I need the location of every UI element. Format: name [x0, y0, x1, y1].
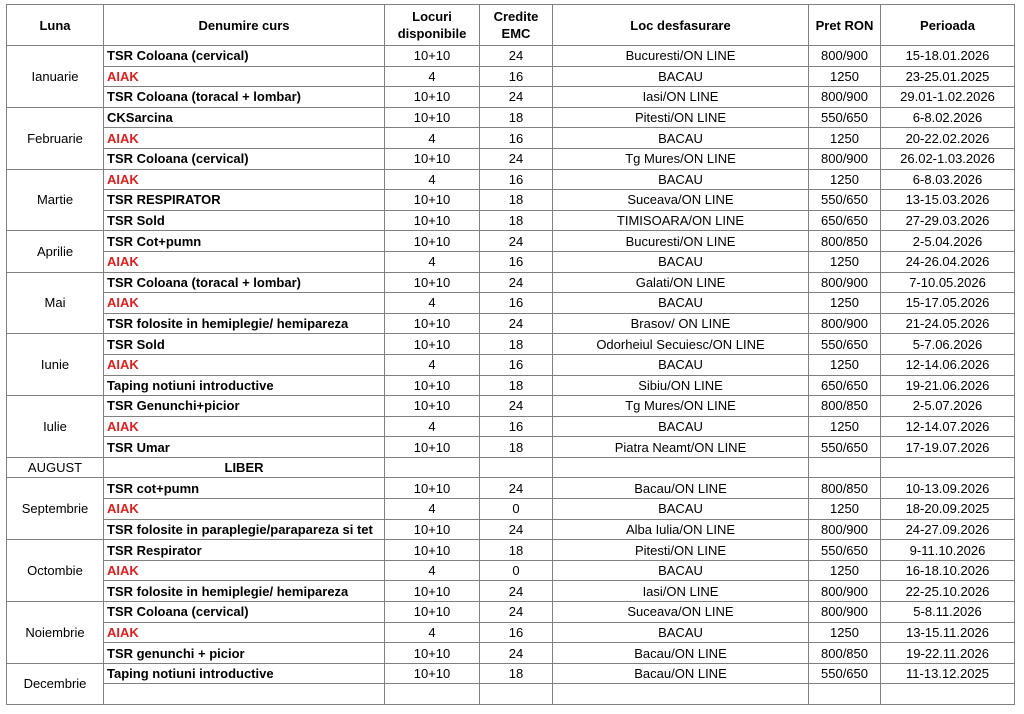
credite-cell: 18 — [480, 334, 553, 355]
location-cell: BACAU — [553, 499, 809, 520]
table-row — [7, 560, 1015, 581]
period-cell: 2-5.07.2026 — [881, 396, 1015, 417]
location-cell: Galati/ON LINE — [553, 272, 809, 293]
period-cell: 2-5.04.2026 — [881, 231, 1015, 252]
locuri-cell — [385, 684, 480, 705]
period-cell: 18-20.09.2025 — [881, 499, 1015, 520]
period-cell: 20-22.02.2026 — [881, 128, 1015, 149]
locuri-cell: 10+10 — [385, 231, 480, 252]
period-cell: 15-18.01.2026 — [881, 46, 1015, 67]
month-cell: Mai — [7, 272, 104, 334]
locuri-cell: 4 — [385, 293, 480, 314]
price-cell: 1250 — [809, 251, 881, 272]
price-cell: 1250 — [809, 416, 881, 437]
location-cell: Piatra Neamt/ON LINE — [553, 437, 809, 458]
table-row — [7, 334, 1015, 355]
header-perioada: Perioada — [881, 5, 1015, 46]
credite-cell: 0 — [480, 499, 553, 520]
price-cell: 1250 — [809, 128, 881, 149]
month-cell: Octombie — [7, 540, 104, 602]
table-row — [7, 354, 1015, 375]
price-cell: 650/650 — [809, 210, 881, 231]
price-cell: 550/650 — [809, 540, 881, 561]
period-cell: 5-8.11.2026 — [881, 602, 1015, 623]
location-cell: Suceava/ON LINE — [553, 602, 809, 623]
locuri-cell: 4 — [385, 66, 480, 87]
course-name-cell: AIAK — [104, 251, 385, 272]
period-cell: 17-19.07.2026 — [881, 437, 1015, 458]
credite-cell: 16 — [480, 169, 553, 190]
credite-cell — [480, 684, 553, 705]
table-row — [7, 46, 1015, 67]
period-cell: 13-15.11.2026 — [881, 622, 1015, 643]
location-cell: Bucuresti/ON LINE — [553, 231, 809, 252]
header-pret: Pret RON — [809, 5, 881, 46]
table-row — [7, 478, 1015, 499]
month-cell: Septembrie — [7, 478, 104, 540]
location-cell: BACAU — [553, 622, 809, 643]
locuri-cell: 10+10 — [385, 643, 480, 664]
credite-cell: 24 — [480, 272, 553, 293]
credite-cell: 16 — [480, 251, 553, 272]
location-cell: Brasov/ ON LINE — [553, 313, 809, 334]
locuri-cell: 4 — [385, 499, 480, 520]
course-name-cell: TSR Coloana (toracal + lombar) — [104, 272, 385, 293]
period-cell: 16-18.10.2026 — [881, 560, 1015, 581]
course-name-cell: TSR Genunchi+picior — [104, 396, 385, 417]
table-row — [7, 684, 1015, 705]
credite-cell: 16 — [480, 416, 553, 437]
course-name-cell: TSR folosite in hemiplegie/ hemipareza — [104, 313, 385, 334]
course-name-cell: TSR genunchi + picior — [104, 643, 385, 664]
table-row — [7, 519, 1015, 540]
course-name-cell: TSR RESPIRATOR — [104, 190, 385, 211]
credite-cell: 18 — [480, 107, 553, 128]
course-name-cell: AIAK — [104, 499, 385, 520]
header-loc: Loc desfasurare — [553, 5, 809, 46]
location-cell: Alba Iulia/ON LINE — [553, 519, 809, 540]
price-cell: 1250 — [809, 354, 881, 375]
period-cell — [881, 684, 1015, 705]
locuri-cell: 10+10 — [385, 581, 480, 602]
course-name-cell: TSR Coloana (cervical) — [104, 148, 385, 169]
locuri-cell: 10+10 — [385, 478, 480, 499]
credite-cell: 16 — [480, 66, 553, 87]
table-row — [7, 602, 1015, 623]
locuri-cell: 10+10 — [385, 437, 480, 458]
period-cell: 11-13.12.2025 — [881, 663, 1015, 684]
course-name-cell: TSR Respirator — [104, 540, 385, 561]
period-cell: 26.02-1.03.2026 — [881, 148, 1015, 169]
period-cell: 29.01-1.02.2026 — [881, 87, 1015, 108]
course-name-cell: TSR Coloana (cervical) — [104, 46, 385, 67]
price-cell: 550/650 — [809, 334, 881, 355]
price-cell: 1250 — [809, 622, 881, 643]
table-row — [7, 293, 1015, 314]
credite-cell: 18 — [480, 210, 553, 231]
course-name-cell — [104, 684, 385, 705]
period-cell: 24-26.04.2026 — [881, 251, 1015, 272]
location-cell — [553, 457, 809, 478]
location-cell: Bacau/ON LINE — [553, 478, 809, 499]
month-cell: Februarie — [7, 107, 104, 169]
location-cell: Bucuresti/ON LINE — [553, 46, 809, 67]
price-cell: 650/650 — [809, 375, 881, 396]
locuri-cell: 10+10 — [385, 313, 480, 334]
course-name-cell: AIAK — [104, 622, 385, 643]
month-cell: Decembrie — [7, 663, 104, 704]
credite-cell — [480, 457, 553, 478]
credite-cell: 16 — [480, 354, 553, 375]
location-cell: BACAU — [553, 169, 809, 190]
credite-cell: 16 — [480, 128, 553, 149]
month-cell: Aprilie — [7, 231, 104, 272]
table-row — [7, 375, 1015, 396]
locuri-cell: 10+10 — [385, 396, 480, 417]
month-cell: Iunie — [7, 334, 104, 396]
locuri-cell: 10+10 — [385, 540, 480, 561]
header-credite: Credite EMC — [480, 5, 553, 46]
location-cell: BACAU — [553, 128, 809, 149]
month-cell: AUGUST — [7, 457, 104, 478]
locuri-cell: 10+10 — [385, 602, 480, 623]
location-cell: Sibiu/ON LINE — [553, 375, 809, 396]
location-cell: BACAU — [553, 251, 809, 272]
table-row — [7, 210, 1015, 231]
course-name-cell: AIAK — [104, 354, 385, 375]
location-cell: Tg Mures/ON LINE — [553, 148, 809, 169]
location-cell: Bacau/ON LINE — [553, 643, 809, 664]
locuri-cell: 10+10 — [385, 87, 480, 108]
course-name-cell: TSR Sold — [104, 210, 385, 231]
header-locuri: Locuri disponibile — [385, 5, 480, 46]
price-cell: 1250 — [809, 560, 881, 581]
period-cell: 5-7.06.2026 — [881, 334, 1015, 355]
course-name-cell: TSR Sold — [104, 334, 385, 355]
price-cell: 1250 — [809, 293, 881, 314]
table-row — [7, 437, 1015, 458]
location-cell: Odorheiul Secuiesc/ON LINE — [553, 334, 809, 355]
header-denumire: Denumire curs — [104, 5, 385, 46]
course-name-cell: AIAK — [104, 169, 385, 190]
period-cell: 19-21.06.2026 — [881, 375, 1015, 396]
location-cell: Iasi/ON LINE — [553, 87, 809, 108]
credite-cell: 24 — [480, 46, 553, 67]
table-row — [7, 581, 1015, 602]
price-cell — [809, 457, 881, 478]
course-name-cell: Taping notiuni introductive — [104, 375, 385, 396]
location-cell: TIMISOARA/ON LINE — [553, 210, 809, 231]
credite-cell: 24 — [480, 231, 553, 252]
price-cell: 800/850 — [809, 643, 881, 664]
location-cell: Pitesti/ON LINE — [553, 107, 809, 128]
credite-cell: 18 — [480, 437, 553, 458]
course-name-cell: LIBER — [104, 457, 385, 478]
location-cell: BACAU — [553, 560, 809, 581]
period-cell: 13-15.03.2026 — [881, 190, 1015, 211]
course-name-cell: TSR folosite in hemiplegie/ hemipareza — [104, 581, 385, 602]
course-name-cell: AIAK — [104, 293, 385, 314]
table-row — [7, 66, 1015, 87]
price-cell: 800/850 — [809, 231, 881, 252]
credite-cell: 16 — [480, 293, 553, 314]
location-cell: BACAU — [553, 66, 809, 87]
locuri-cell — [385, 457, 480, 478]
table-row — [7, 643, 1015, 664]
credite-cell: 24 — [480, 602, 553, 623]
credite-cell: 24 — [480, 478, 553, 499]
locuri-cell: 4 — [385, 354, 480, 375]
course-name-cell: TSR Umar — [104, 437, 385, 458]
credite-cell: 24 — [480, 643, 553, 664]
credite-cell: 24 — [480, 519, 553, 540]
period-cell: 27-29.03.2026 — [881, 210, 1015, 231]
locuri-cell: 4 — [385, 128, 480, 149]
credite-cell: 18 — [480, 190, 553, 211]
price-cell: 1250 — [809, 169, 881, 190]
period-cell: 22-25.10.2026 — [881, 581, 1015, 602]
locuri-cell: 4 — [385, 169, 480, 190]
table-row — [7, 128, 1015, 149]
credite-cell: 18 — [480, 540, 553, 561]
period-cell: 6-8.03.2026 — [881, 169, 1015, 190]
period-cell: 10-13.09.2026 — [881, 478, 1015, 499]
month-cell: Ianuarie — [7, 46, 104, 108]
location-cell — [553, 684, 809, 705]
price-cell: 800/900 — [809, 46, 881, 67]
locuri-cell: 10+10 — [385, 272, 480, 293]
locuri-cell: 10+10 — [385, 46, 480, 67]
period-cell: 23-25.01.2025 — [881, 66, 1015, 87]
period-cell: 9-11.10.2026 — [881, 540, 1015, 561]
course-name-cell: TSR Coloana (cervical) — [104, 602, 385, 623]
price-cell: 550/650 — [809, 190, 881, 211]
price-cell: 800/900 — [809, 602, 881, 623]
period-cell — [881, 457, 1015, 478]
period-cell: 15-17.05.2026 — [881, 293, 1015, 314]
location-cell: Pitesti/ON LINE — [553, 540, 809, 561]
table-row — [7, 272, 1015, 293]
locuri-cell: 4 — [385, 622, 480, 643]
credite-cell: 24 — [480, 396, 553, 417]
table-row — [7, 231, 1015, 252]
period-cell: 24-27.09.2026 — [881, 519, 1015, 540]
course-name-cell: AIAK — [104, 560, 385, 581]
course-name-cell: AIAK — [104, 66, 385, 87]
table-row — [7, 416, 1015, 437]
course-schedule-table — [6, 4, 1015, 705]
location-cell: Bacau/ON LINE — [553, 663, 809, 684]
table-row — [7, 540, 1015, 561]
price-cell: 550/650 — [809, 107, 881, 128]
locuri-cell: 10+10 — [385, 190, 480, 211]
month-cell: Noiembrie — [7, 602, 104, 664]
credite-cell: 24 — [480, 148, 553, 169]
credite-cell: 18 — [480, 375, 553, 396]
period-cell: 6-8.02.2026 — [881, 107, 1015, 128]
course-name-cell: TSR Cot+pumn — [104, 231, 385, 252]
locuri-cell: 10+10 — [385, 107, 480, 128]
location-cell: Tg Mures/ON LINE — [553, 396, 809, 417]
period-cell: 12-14.07.2026 — [881, 416, 1015, 437]
location-cell: BACAU — [553, 293, 809, 314]
table-row — [7, 622, 1015, 643]
locuri-cell: 10+10 — [385, 519, 480, 540]
table-row — [7, 663, 1015, 684]
location-cell: BACAU — [553, 354, 809, 375]
period-cell: 12-14.06.2026 — [881, 354, 1015, 375]
header-luna: Luna — [7, 5, 104, 46]
price-cell: 800/900 — [809, 313, 881, 334]
table-row — [7, 251, 1015, 272]
credite-cell: 24 — [480, 87, 553, 108]
price-cell: 800/900 — [809, 272, 881, 293]
course-name-cell: AIAK — [104, 128, 385, 149]
table-row — [7, 457, 1015, 478]
location-cell: Suceava/ON LINE — [553, 190, 809, 211]
price-cell: 1250 — [809, 499, 881, 520]
table-row — [7, 87, 1015, 108]
price-cell: 800/850 — [809, 478, 881, 499]
price-cell: 800/850 — [809, 396, 881, 417]
locuri-cell: 10+10 — [385, 334, 480, 355]
table-row — [7, 396, 1015, 417]
course-name-cell: TSR cot+pumn — [104, 478, 385, 499]
credite-cell: 24 — [480, 581, 553, 602]
table-row — [7, 169, 1015, 190]
period-cell: 19-22.11.2026 — [881, 643, 1015, 664]
credite-cell: 16 — [480, 622, 553, 643]
period-cell: 7-10.05.2026 — [881, 272, 1015, 293]
period-cell: 21-24.05.2026 — [881, 313, 1015, 334]
course-name-cell: TSR Coloana (toracal + lombar) — [104, 87, 385, 108]
location-cell: BACAU — [553, 416, 809, 437]
price-cell — [809, 684, 881, 705]
locuri-cell: 4 — [385, 251, 480, 272]
table-row — [7, 148, 1015, 169]
price-cell: 550/650 — [809, 437, 881, 458]
price-cell: 800/900 — [809, 148, 881, 169]
credite-cell: 24 — [480, 313, 553, 334]
price-cell: 800/900 — [809, 519, 881, 540]
price-cell: 550/650 — [809, 663, 881, 684]
table-row — [7, 499, 1015, 520]
locuri-cell: 10+10 — [385, 210, 480, 231]
price-cell: 1250 — [809, 66, 881, 87]
credite-cell: 18 — [480, 663, 553, 684]
table-body — [7, 46, 1015, 705]
locuri-cell: 4 — [385, 560, 480, 581]
month-cell: Iulie — [7, 396, 104, 458]
course-name-cell: CKSarcina — [104, 107, 385, 128]
table-row — [7, 313, 1015, 334]
course-name-cell: Taping notiuni introductive — [104, 663, 385, 684]
month-cell: Martie — [7, 169, 104, 231]
price-cell: 800/900 — [809, 87, 881, 108]
locuri-cell: 4 — [385, 416, 480, 437]
price-cell: 800/900 — [809, 581, 881, 602]
locuri-cell: 10+10 — [385, 375, 480, 396]
locuri-cell: 10+10 — [385, 663, 480, 684]
header-row — [7, 5, 1015, 46]
credite-cell: 0 — [480, 560, 553, 581]
course-name-cell: AIAK — [104, 416, 385, 437]
location-cell: Iasi/ON LINE — [553, 581, 809, 602]
course-name-cell: TSR folosite in paraplegie/parapareza si tet — [104, 519, 385, 540]
locuri-cell: 10+10 — [385, 148, 480, 169]
table-row — [7, 190, 1015, 211]
table-row — [7, 107, 1015, 128]
